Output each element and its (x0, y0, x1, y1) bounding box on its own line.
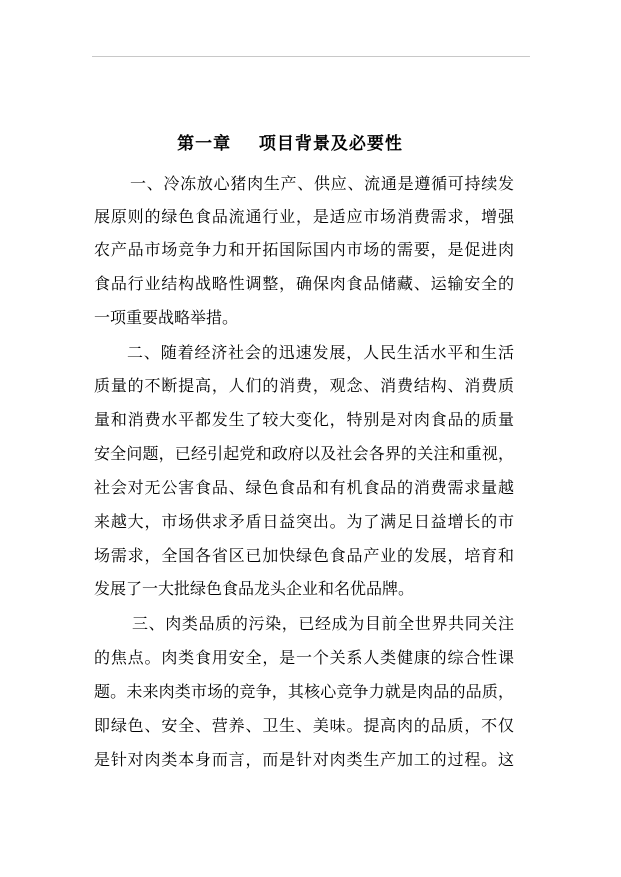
paragraph-line: 展原则的绿色食品流通行业，是适应市场消费需求，增强 (94, 207, 514, 226)
paragraph-line: 的焦点。肉类食用安全，是一个关系人类健康的综合性课 (94, 648, 514, 667)
paragraph-line: 一项重要战略举措。 (94, 308, 239, 327)
paragraph-line: 农产品市场竞争力和开拓国际国内市场的需要，是促进肉 (94, 240, 514, 259)
paragraph-line: 题。未来肉类市场的竞争，其核心竞争力就是肉品的品质， (94, 682, 514, 701)
paragraph-line: 食品行业结构战略性调整，确保肉食品储藏、运输安全的 (94, 274, 514, 293)
paragraph-line: 来越大，市场供求矛盾日益突出。为了满足日益增长的市 (94, 512, 514, 531)
paragraph-line: 即绿色、安全、营养、卫生、美味。提高肉的品质，不仅 (94, 716, 514, 735)
paragraph-line: 是针对肉类本身而言，而是针对肉类生产加工的过程。这 (94, 750, 514, 769)
paragraph-line: 场需求，全国各省区已加快绿色食品产业的发展，培育和 (94, 546, 514, 565)
paragraph-line: 发展了一大批绿色食品龙头企业和名优品牌。 (94, 579, 415, 598)
paragraph-line: 二、随着经济社会的迅速发展，人民生活水平和生活 (127, 343, 514, 362)
page-header-rule (92, 56, 530, 57)
chapter-title: 第一章 项目背景及必要性 (177, 134, 403, 154)
paragraph-line: 量和消费水平都发生了较大变化，特别是对肉食品的质量 (94, 410, 514, 429)
paragraph-line: 一、冷冻放心猪肉生产、供应、流通是遵循可持续发 (130, 174, 514, 193)
paragraph-line: 安全问题，已经引起党和政府以及社会各界的关注和重视， (94, 444, 514, 463)
paragraph-line: 质量的不断提高，人们的消费，观念、消费结构、消费质 (94, 376, 514, 395)
paragraph-line: 社会对无公害食品、绿色食品和有机食品的消费需求量越 (94, 478, 514, 497)
paragraph-line: 三、肉类品质的污染，已经成为目前全世界共同关注 (132, 614, 514, 633)
